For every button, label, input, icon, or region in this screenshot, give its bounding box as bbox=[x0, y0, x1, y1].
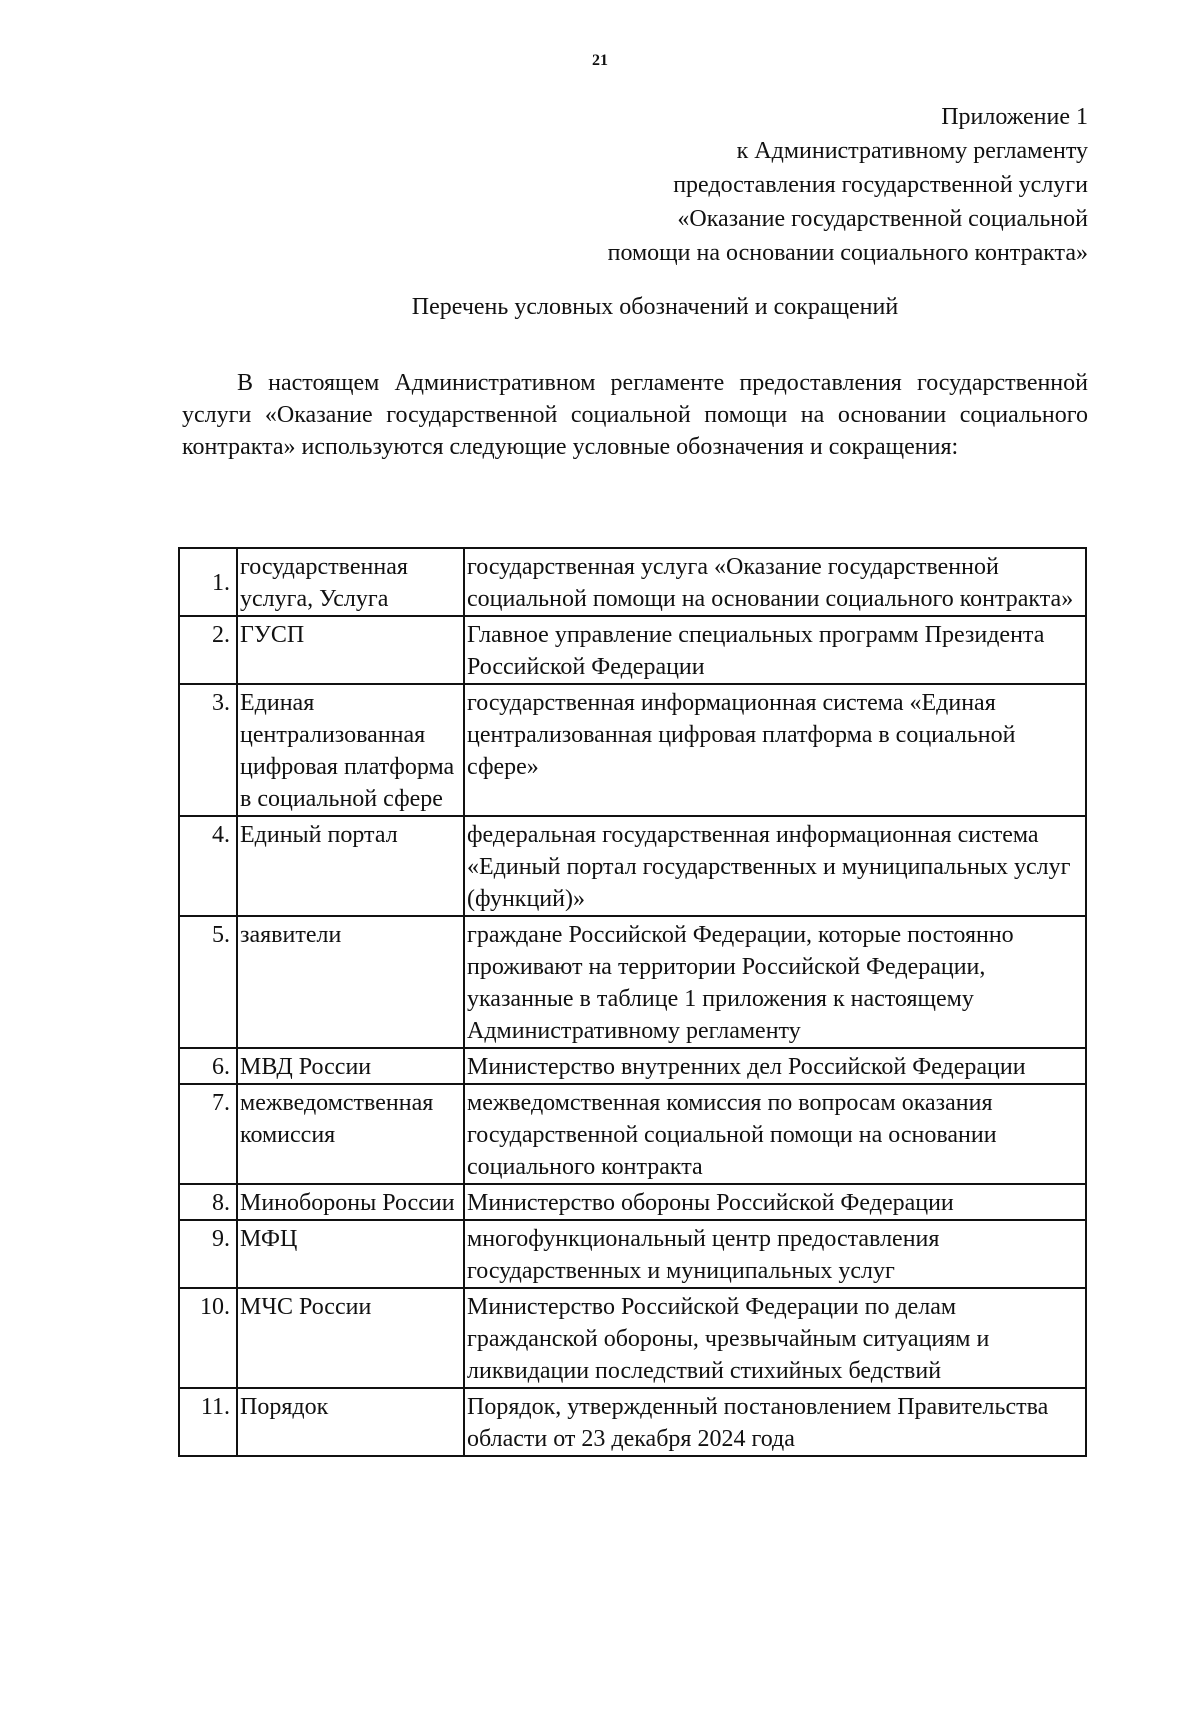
table-row bbox=[179, 1388, 1086, 1456]
row-number: 6. bbox=[179, 1048, 237, 1084]
row-term: ГУСП bbox=[237, 616, 464, 684]
appendix-header-line: к Административному регламенту bbox=[736, 138, 1088, 164]
appendix-header-line: «Оказание государственной социальной bbox=[677, 206, 1088, 232]
row-number: 8. bbox=[179, 1184, 237, 1220]
row-definition: государственная информационная система «Единая централизованная цифровая платформа в социальной сфере» bbox=[464, 684, 1086, 816]
table-row bbox=[179, 816, 1086, 916]
row-definition: Министерство внутренних дел Российской Федерации bbox=[464, 1048, 1086, 1084]
row-definition: Министерство Российской Федерации по делам гражданской обороны, чрезвычайным ситуациям и ликвидации последствий стихийных бедствий bbox=[464, 1288, 1086, 1388]
appendix-header-line: предоставления государственной услуги bbox=[673, 172, 1088, 198]
row-definition: Министерство обороны Российской Федерации bbox=[464, 1184, 1086, 1220]
intro-paragraph: В настоящем Административном регламенте предоставления государственной услуги «Оказание государственной социальной помощи на основании социального контракта» используются следующие условные обозначения и сокращения: bbox=[182, 370, 1088, 460]
row-term: МФЦ bbox=[237, 1220, 464, 1288]
row-definition: граждане Российской Федерации, которые постоянно проживают на территории Российской Федерации, указанные в таблице 1 приложения к настоящему Административному регламенту bbox=[464, 916, 1086, 1048]
appendix-header bbox=[608, 100, 1088, 270]
abbreviations-table bbox=[178, 547, 1087, 1457]
row-number: 9. bbox=[179, 1220, 237, 1288]
row-definition: федеральная государственная информационная система «Единый портал государственных и муниципальных услуг (функций)» bbox=[464, 816, 1086, 916]
row-term: заявители bbox=[237, 916, 464, 1048]
table-row bbox=[179, 548, 1086, 616]
row-definition: государственная услуга «Оказание государственной социальной помощи на основании социального контракта» bbox=[464, 548, 1086, 616]
table-row bbox=[179, 1288, 1086, 1388]
table-row bbox=[179, 1220, 1086, 1288]
row-number: 3. bbox=[179, 684, 237, 816]
table-row bbox=[179, 616, 1086, 684]
document-title: Перечень условных обозначений и сокращений bbox=[411, 294, 899, 320]
row-number: 4. bbox=[179, 816, 237, 916]
appendix-header-line: Приложение 1 bbox=[941, 104, 1088, 130]
row-number: 1. bbox=[179, 548, 237, 616]
row-term: Порядок bbox=[237, 1388, 464, 1456]
row-number: 10. bbox=[179, 1288, 237, 1388]
table-row bbox=[179, 1048, 1086, 1084]
row-definition: межведомственная комиссия по вопросам оказания государственной социальной помощи на основании социального контракта bbox=[464, 1084, 1086, 1184]
appendix-header-line: помощи на основании социального контракта» bbox=[607, 240, 1088, 266]
page-number: 21 bbox=[592, 52, 608, 69]
row-term: государственная услуга, Услуга bbox=[237, 548, 464, 616]
row-number: 2. bbox=[179, 616, 237, 684]
row-number: 7. bbox=[179, 1084, 237, 1184]
row-term: МЧС России bbox=[237, 1288, 464, 1388]
row-term: МВД России bbox=[237, 1048, 464, 1084]
table-row bbox=[179, 916, 1086, 1048]
row-term: межведомственная комиссия bbox=[237, 1084, 464, 1184]
row-number: 5. bbox=[179, 916, 237, 1048]
row-term: Единая централизованная цифровая платформа в социальной сфере bbox=[237, 684, 464, 816]
table-row bbox=[179, 1084, 1086, 1184]
row-definition: Порядок, утвержденный постановлением Правительства области от 23 декабря 2024 года bbox=[464, 1388, 1086, 1456]
row-term: Минобороны России bbox=[237, 1184, 464, 1220]
table-row bbox=[179, 1184, 1086, 1220]
row-number: 11. bbox=[179, 1388, 237, 1456]
row-definition: Главное управление специальных программ Президента Российской Федерации bbox=[464, 616, 1086, 684]
row-definition: многофункциональный центр предоставления государственных и муниципальных услуг bbox=[464, 1220, 1086, 1288]
table-row bbox=[179, 684, 1086, 816]
row-term: Единый портал bbox=[237, 816, 464, 916]
